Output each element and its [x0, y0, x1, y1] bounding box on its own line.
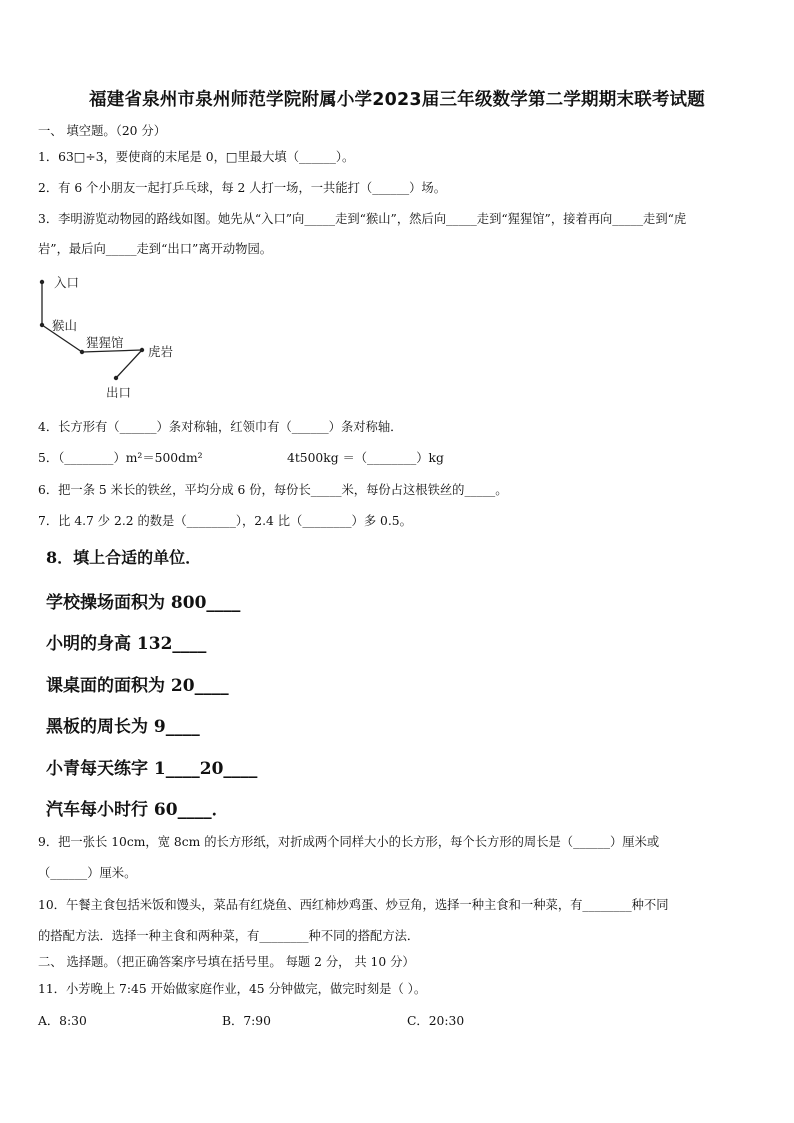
gorilla-house-point [80, 350, 84, 354]
question-8-item: 课桌面的面积为 20____ [46, 676, 229, 696]
monkey-hill-point [40, 323, 44, 327]
route-segment [82, 350, 142, 352]
page-title: 福建省泉州市泉州师范学院附属小学2023届三年级数学第二学期期末联考试题 [89, 90, 705, 110]
question-10-line-2: 的搭配方法．选择一种主食和两种菜，有________种不同的搭配方法． [38, 929, 420, 943]
option-a: A．8:30 [38, 1014, 87, 1028]
tiger-rock-point [140, 348, 144, 352]
question-1: 1．63□÷3，要使商的末尾是 0，□里最大填（______）。 [38, 150, 355, 164]
section-heading-multiple-choice: 二、 选择题。（把正确答案序号填在括号里。 每题 2 分， 共 10 分） [38, 955, 415, 969]
map-label-entrance: 入口 [54, 275, 80, 290]
question-8-item: 黑板的周长为 9____ [46, 717, 200, 737]
question-8: 8．填上合适的单位． [46, 548, 202, 567]
question-8-item: 学校操场面积为 800____ [46, 593, 241, 613]
question-10-line-1: 10．午餐主食包括米饭和馒头，菜品有红烧鱼、西红柿炒鸡蛋、炒豆角，选择一种主食和一种菜，有________种不同 [38, 898, 669, 912]
entrance-point [40, 280, 44, 284]
question-9-line-2: （______）厘米。 [38, 866, 137, 880]
question-5-part-1: 5．（________）m²＝500dm² [38, 451, 203, 465]
map-label-exit: 出口 [106, 385, 132, 400]
question-4: 4．长方形有（______）条对称轴，红领巾有（______）条对称轴． [38, 420, 403, 434]
option-c: C．20:30 [407, 1014, 465, 1028]
question-3-line-2: 岩”，最后向_____走到“出口”离开动物园。 [38, 242, 273, 256]
question-11: 11．小芳晚上 7:45 开始做家庭作业，45 分钟做完，做完时刻是（ ）。 [38, 982, 427, 996]
map-label-gorilla-house: 猩猩馆 [86, 335, 124, 350]
question-3-line-1: 3．李明游览动物园的路线如图。她先从“入口”向_____走到“猴山”，然后向_____走到“猩猩馆”，接着再向_____走到“虎 [38, 212, 687, 226]
question-6: 6．把一条 5 米长的铁丝，平均分成 6 份，每份长_____米，每份占这根铁丝的_____。 [38, 483, 508, 497]
map-label-monkey-hill: 猴山 [52, 318, 78, 333]
question-8-item: 小明的身高 132____ [46, 634, 207, 654]
question-2: 2．有 6 个小朋友一起打乒乓球，每 2 人打一场，一共能打（______）场。 [38, 181, 447, 195]
question-8-item: 汽车每小时行 60____． [46, 800, 229, 820]
question-7: 7．比 4.7 少 2.2 的数是（________），2.4 比（________）多 0.5。 [38, 514, 412, 528]
exit-point [114, 376, 118, 380]
option-b: B．7:90 [222, 1014, 271, 1028]
map-label-tiger-rock: 虎岩 [148, 344, 174, 359]
zoo-route-map [30, 272, 200, 407]
section-heading-fill-blank: 一、 填空题。（20 分） [38, 124, 166, 138]
route-segment [116, 350, 142, 378]
question-5-part-2: 4t500kg ＝（________）kg [287, 451, 444, 465]
question-8-item: 小青每天练字 1____20____ [46, 759, 258, 779]
question-9-line-1: 9．把一张长 10cm，宽 8cm 的长方形纸，对折成两个同样大小的长方形，每个长方形的周长是（______）厘米或 [38, 835, 660, 849]
